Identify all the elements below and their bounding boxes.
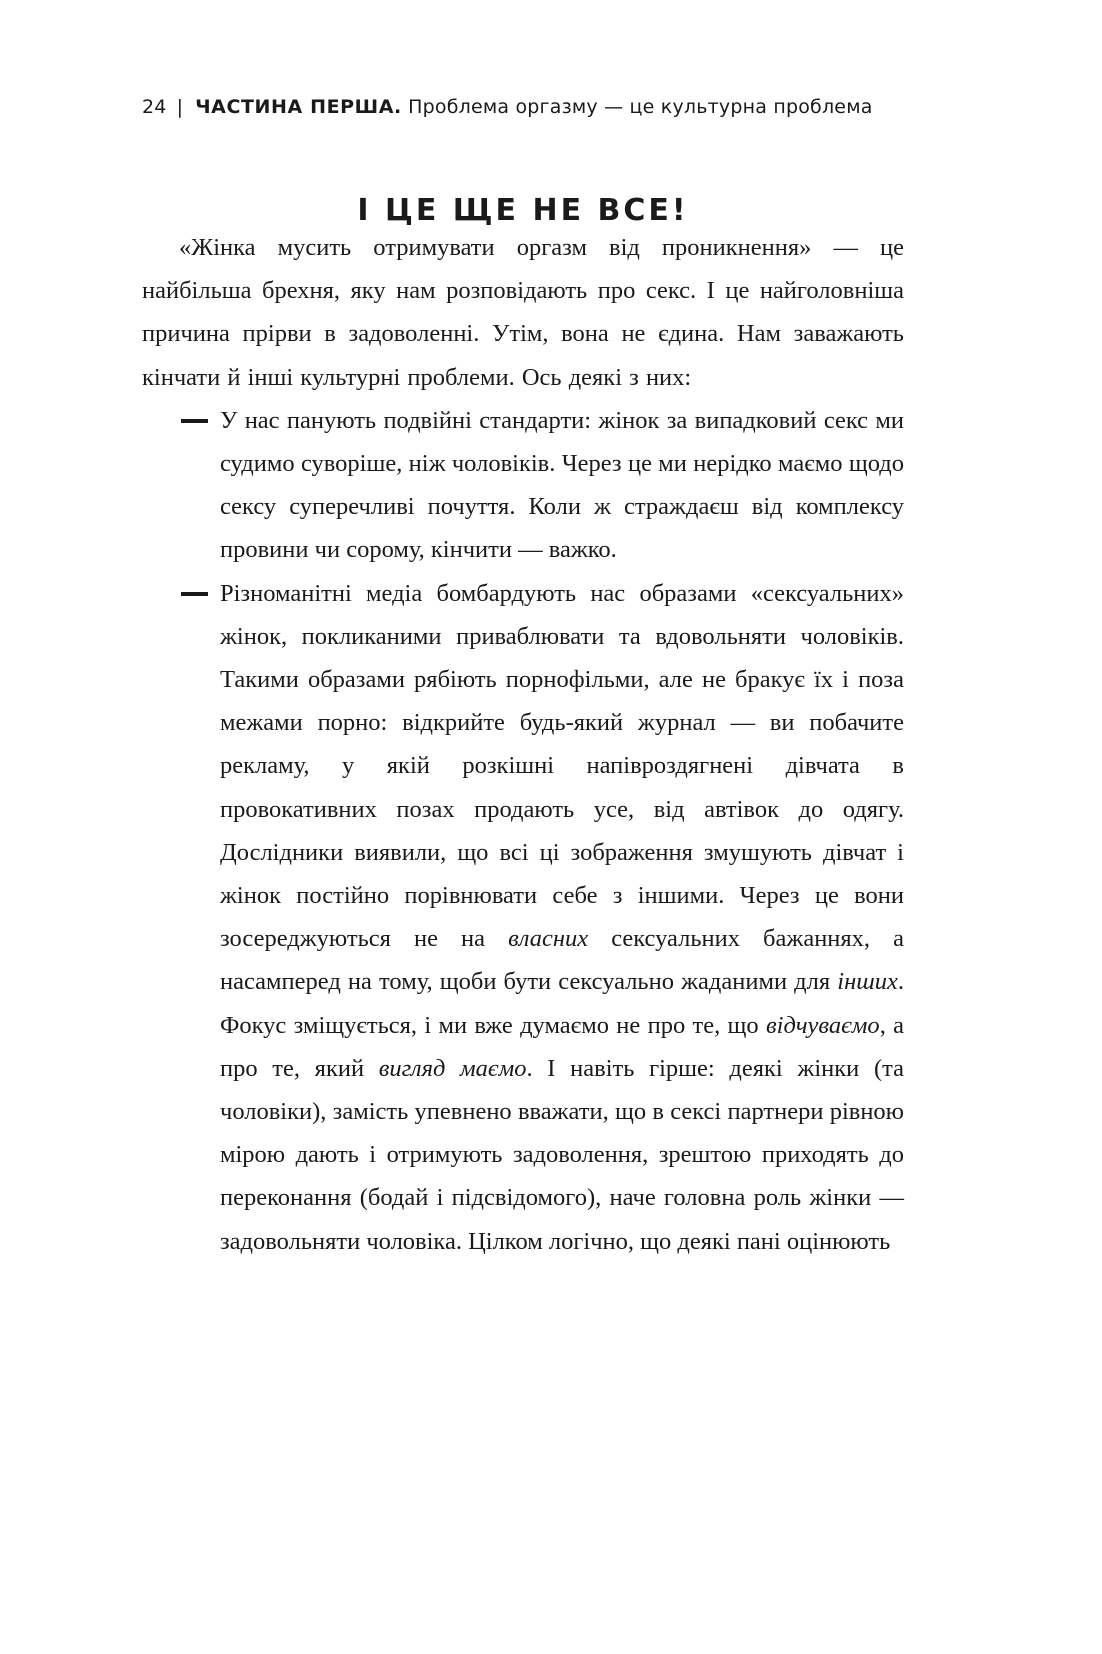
- intro-paragraph: «Жінка мусить отримувати оргазм від проникнення» — це найбільша брехня, яку нам розповідають про секс. І це найголовніша причина прірви в задоволенні. Утім, вона не єдина. Нам заважають кінчати й інші культурні проблеми. Ось деякі з них:: [142, 234, 904, 391]
- dash-bullet-icon: [181, 419, 208, 423]
- section-title: І ЦЕ ЩЕ НЕ ВСЕ!: [357, 193, 689, 228]
- list-item-text-part: . Фокус зміщується, і ми вже думаємо не про те, що: [220, 968, 904, 1039]
- list-item-text-part: . І навіть гірше: деякі жінки (та чоловіки), замість упевнено вважати, що в сексі партнери рівною мірою дають і отримують задоволення, зрештою приходять до переконання (бодай і підсвідомого), наче головна роль жінки — задовольняти чоловіка. Цілком логічно, що деякі пані оцінюють: [220, 1054, 904, 1255]
- header-separator: |: [176, 96, 184, 118]
- emphasis-text: вигляд маємо: [378, 1054, 527, 1082]
- emphasis-text: власних: [508, 925, 589, 953]
- list-item-text-part: , а про те, який: [220, 1011, 905, 1082]
- dash-bullet-icon: [181, 592, 208, 596]
- list-item-text-part: Різноманітні медіа бомбардують нас образами «сексуальних» жінок, покликаними приваблювати та вдовольняти чоловіків. Такими образами рябіють порнофільми, але не бракує їх і поза межами порно: відкрийте будь-який журнал — ви побачите рекламу, у якій розкішні напівроздягнені дівчата в провокативних позах продають усе, від автівок до одягу. Дослідники виявили, що всі ці зображення змушують дівчат і жінок постійно порівнювати себе з іншими. Через це вони зосереджуються не на: [220, 579, 904, 953]
- page-number: 24: [142, 96, 167, 118]
- emphasis-text: відчуваємо: [766, 1011, 880, 1039]
- list-item-text-part: сексуальних бажаннях, а насамперед на тому, щоби бути сексуально жаданими для: [220, 925, 905, 996]
- list-item: [142, 572, 904, 1263]
- body-text: [142, 226, 904, 1263]
- list-item-text: У нас панують подвійні стандарти: жінок за випадковий секс ми судимо суворіше, ніж чоловіків. Через це ми нерідко маємо щодо сексу суперечливі почуття. Коли ж страждаєш від комплексу провини чи сорому, кінчити — важко.: [220, 406, 904, 564]
- part-label: ЧАСТИНА ПЕРША.: [195, 96, 402, 118]
- chapter-title: Проблема оргазму — це культурна проблема: [408, 96, 873, 118]
- running-header: [142, 96, 1002, 118]
- list-item: [142, 399, 904, 572]
- emphasis-text: інших: [837, 968, 898, 996]
